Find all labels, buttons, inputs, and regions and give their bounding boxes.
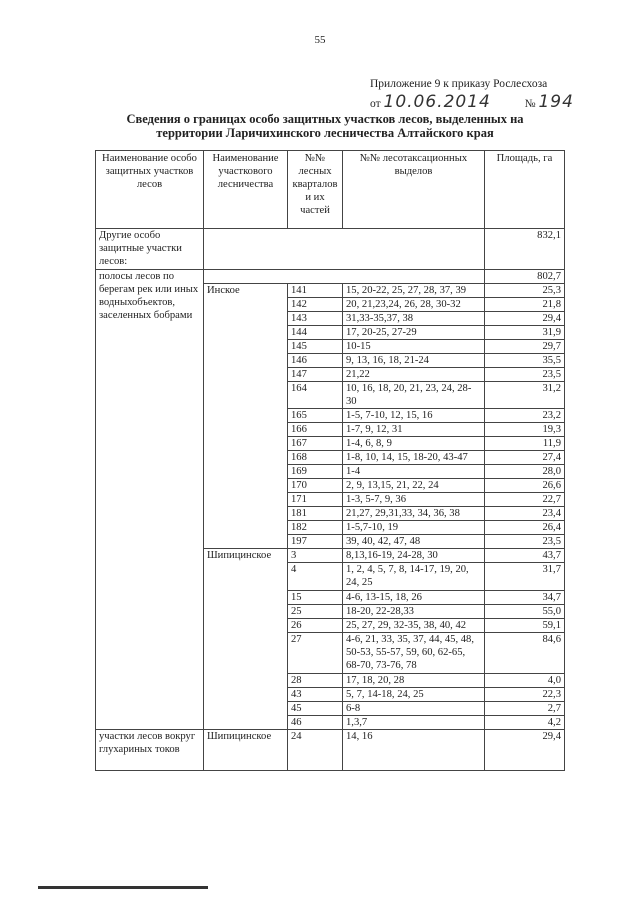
- title-line-2: территории Ларичихинского лесничества Алтайского края: [156, 126, 494, 140]
- bottom-rule: [38, 886, 208, 889]
- quarter-cell: 181: [288, 507, 343, 521]
- plots-cell: 1-8, 10, 14, 15, 18-20, 43-47: [343, 451, 485, 465]
- quarter-cell: 25: [288, 604, 343, 618]
- area-cell: 25,3: [485, 284, 565, 298]
- page-number: 55: [314, 34, 326, 46]
- area-cell: 29,7: [485, 340, 565, 354]
- other-sites-area: 832,1: [485, 229, 565, 270]
- plots-cell: 15, 20-22, 25, 27, 28, 37, 39: [343, 284, 485, 298]
- quarter-cell: 26: [288, 618, 343, 632]
- area-cell: 22,7: [485, 493, 565, 507]
- plots-cell: 10-15: [343, 340, 485, 354]
- area-cell: 11,9: [485, 437, 565, 451]
- quarter-cell: 164: [288, 382, 343, 409]
- area-cell: 55,0: [485, 604, 565, 618]
- quarter-cell: 43: [288, 687, 343, 701]
- area-cell: 23,5: [485, 368, 565, 382]
- capercaillie-quarter: 24: [288, 729, 343, 770]
- area-cell: 31,9: [485, 326, 565, 340]
- area-cell: 23,5: [485, 535, 565, 549]
- order-date: 10.06.2014: [383, 92, 491, 112]
- plots-cell: 39, 40, 42, 47, 48: [343, 535, 485, 549]
- quarter-cell: 141: [288, 284, 343, 298]
- plots-cell: 1-5, 7-10, 12, 15, 16: [343, 409, 485, 423]
- area-cell: 59,1: [485, 618, 565, 632]
- area-cell: 19,3: [485, 423, 565, 437]
- quarter-cell: 4: [288, 563, 343, 590]
- order-from-prefix: от: [370, 98, 381, 110]
- document-title: [60, 112, 590, 140]
- quarter-cell: 146: [288, 354, 343, 368]
- quarter-cell: 143: [288, 312, 343, 326]
- capercaillie-forestry: Шипицинское: [204, 729, 288, 770]
- plots-cell: 6-8: [343, 701, 485, 715]
- table-row: [96, 270, 565, 284]
- table-header-row: [96, 151, 565, 229]
- quarter-cell: 144: [288, 326, 343, 340]
- header-district-forestry: Наименование участкового лесничества: [204, 151, 288, 229]
- strips-empty: [204, 270, 485, 284]
- table-row: [96, 729, 565, 770]
- area-cell: 26,6: [485, 479, 565, 493]
- plots-cell: 21,27, 29,31,33, 34, 36, 38: [343, 507, 485, 521]
- area-cell: 4,2: [485, 715, 565, 729]
- other-sites-label: Другие особо защитные участки лесов:: [96, 229, 204, 270]
- area-cell: 23,4: [485, 507, 565, 521]
- quarter-cell: 147: [288, 368, 343, 382]
- capercaillie-plots: 14, 16: [343, 729, 485, 770]
- area-cell: 2,7: [485, 701, 565, 715]
- quarter-cell: 15: [288, 590, 343, 604]
- plots-cell: 9, 13, 16, 18, 21-24: [343, 354, 485, 368]
- area-cell: 4,0: [485, 673, 565, 687]
- quarter-cell: 28: [288, 673, 343, 687]
- header-plots: №№ лесотаксационных выделов: [343, 151, 485, 229]
- appendix-note: Приложение 9 к приказу Рослесхоза: [370, 78, 548, 90]
- quarter-cell: 45: [288, 701, 343, 715]
- area-cell: 23,2: [485, 409, 565, 423]
- header-quarters: №№ лесных кварталов и их частей: [288, 151, 343, 229]
- quarter-cell: 167: [288, 437, 343, 451]
- area-cell: 28,0: [485, 465, 565, 479]
- quarter-cell: 165: [288, 409, 343, 423]
- plots-cell: 31,33-35,37, 38: [343, 312, 485, 326]
- area-cell: 29,4: [485, 312, 565, 326]
- quarter-cell: 46: [288, 715, 343, 729]
- header-site-name: Наименование особо защитных участков лесов: [96, 151, 204, 229]
- district-forestry-cell: Шипицинское: [204, 549, 288, 729]
- plots-cell: 10, 16, 18, 20, 21, 23, 24, 28-30: [343, 382, 485, 409]
- plots-cell: 21,22: [343, 368, 485, 382]
- area-cell: 26,4: [485, 521, 565, 535]
- plots-cell: 1-4, 6, 8, 9: [343, 437, 485, 451]
- area-cell: 21,8: [485, 298, 565, 312]
- header-area: Площадь, га: [485, 151, 565, 229]
- plots-cell: 17, 20-25, 27-29: [343, 326, 485, 340]
- quarter-cell: 169: [288, 465, 343, 479]
- quarter-cell: 142: [288, 298, 343, 312]
- area-cell: 31,2: [485, 382, 565, 409]
- plots-cell: 17, 18, 20, 28: [343, 673, 485, 687]
- plots-cell: 1-3, 5-7, 9, 36: [343, 493, 485, 507]
- plots-cell: 4-6, 21, 33, 35, 37, 44, 45, 48, 50-53, 55-57, 59, 60, 62-65, 68-70, 73-76, 78: [343, 632, 485, 673]
- table-row: [96, 229, 565, 270]
- area-cell: 43,7: [485, 549, 565, 563]
- other-sites-empty: [204, 229, 485, 270]
- plots-cell: 1-5,7-10, 19: [343, 521, 485, 535]
- area-cell: 27,4: [485, 451, 565, 465]
- plots-cell: 25, 27, 29, 32-35, 38, 40, 42: [343, 618, 485, 632]
- strips-label: полосы лесов по берегам рек или иных водныхобъектов, заселенных бобрами: [96, 270, 204, 730]
- quarter-cell: 145: [288, 340, 343, 354]
- area-cell: 34,7: [485, 590, 565, 604]
- district-forestry-cell: Инское: [204, 284, 288, 549]
- area-cell: 84,6: [485, 632, 565, 673]
- plots-cell: 5, 7, 14-18, 24, 25: [343, 687, 485, 701]
- plots-cell: 20, 21,23,24, 26, 28, 30-32: [343, 298, 485, 312]
- order-number: 194: [538, 92, 574, 112]
- quarter-cell: 166: [288, 423, 343, 437]
- strips-area: 802,7: [485, 270, 565, 284]
- area-cell: 22,3: [485, 687, 565, 701]
- plots-cell: 1, 2, 4, 5, 7, 8, 14-17, 19, 20, 24, 25: [343, 563, 485, 590]
- plots-cell: 1,3,7: [343, 715, 485, 729]
- plots-cell: 4-6, 13-15, 18, 26: [343, 590, 485, 604]
- quarter-cell: 168: [288, 451, 343, 465]
- title-line-1: Сведения о границах особо защитных участков лесов, выделенных на: [126, 112, 524, 126]
- plots-cell: 1-4: [343, 465, 485, 479]
- quarter-cell: 27: [288, 632, 343, 673]
- plots-cell: 2, 9, 13,15, 21, 22, 24: [343, 479, 485, 493]
- quarter-cell: 170: [288, 479, 343, 493]
- plots-cell: 18-20, 22-28,33: [343, 604, 485, 618]
- capercaillie-label: участки лесов вокруг глухариных токов: [96, 729, 204, 770]
- area-cell: 31,7: [485, 563, 565, 590]
- capercaillie-area: 29,4: [485, 729, 565, 770]
- plots-cell: 1-7, 9, 12, 31: [343, 423, 485, 437]
- order-line: [370, 92, 574, 112]
- area-cell: 35,5: [485, 354, 565, 368]
- quarter-cell: 3: [288, 549, 343, 563]
- plots-cell: 8,13,16-19, 24-28, 30: [343, 549, 485, 563]
- quarter-cell: 197: [288, 535, 343, 549]
- quarter-cell: 171: [288, 493, 343, 507]
- boundaries-table: [95, 150, 565, 771]
- quarter-cell: 182: [288, 521, 343, 535]
- order-no-prefix: №: [524, 98, 536, 110]
